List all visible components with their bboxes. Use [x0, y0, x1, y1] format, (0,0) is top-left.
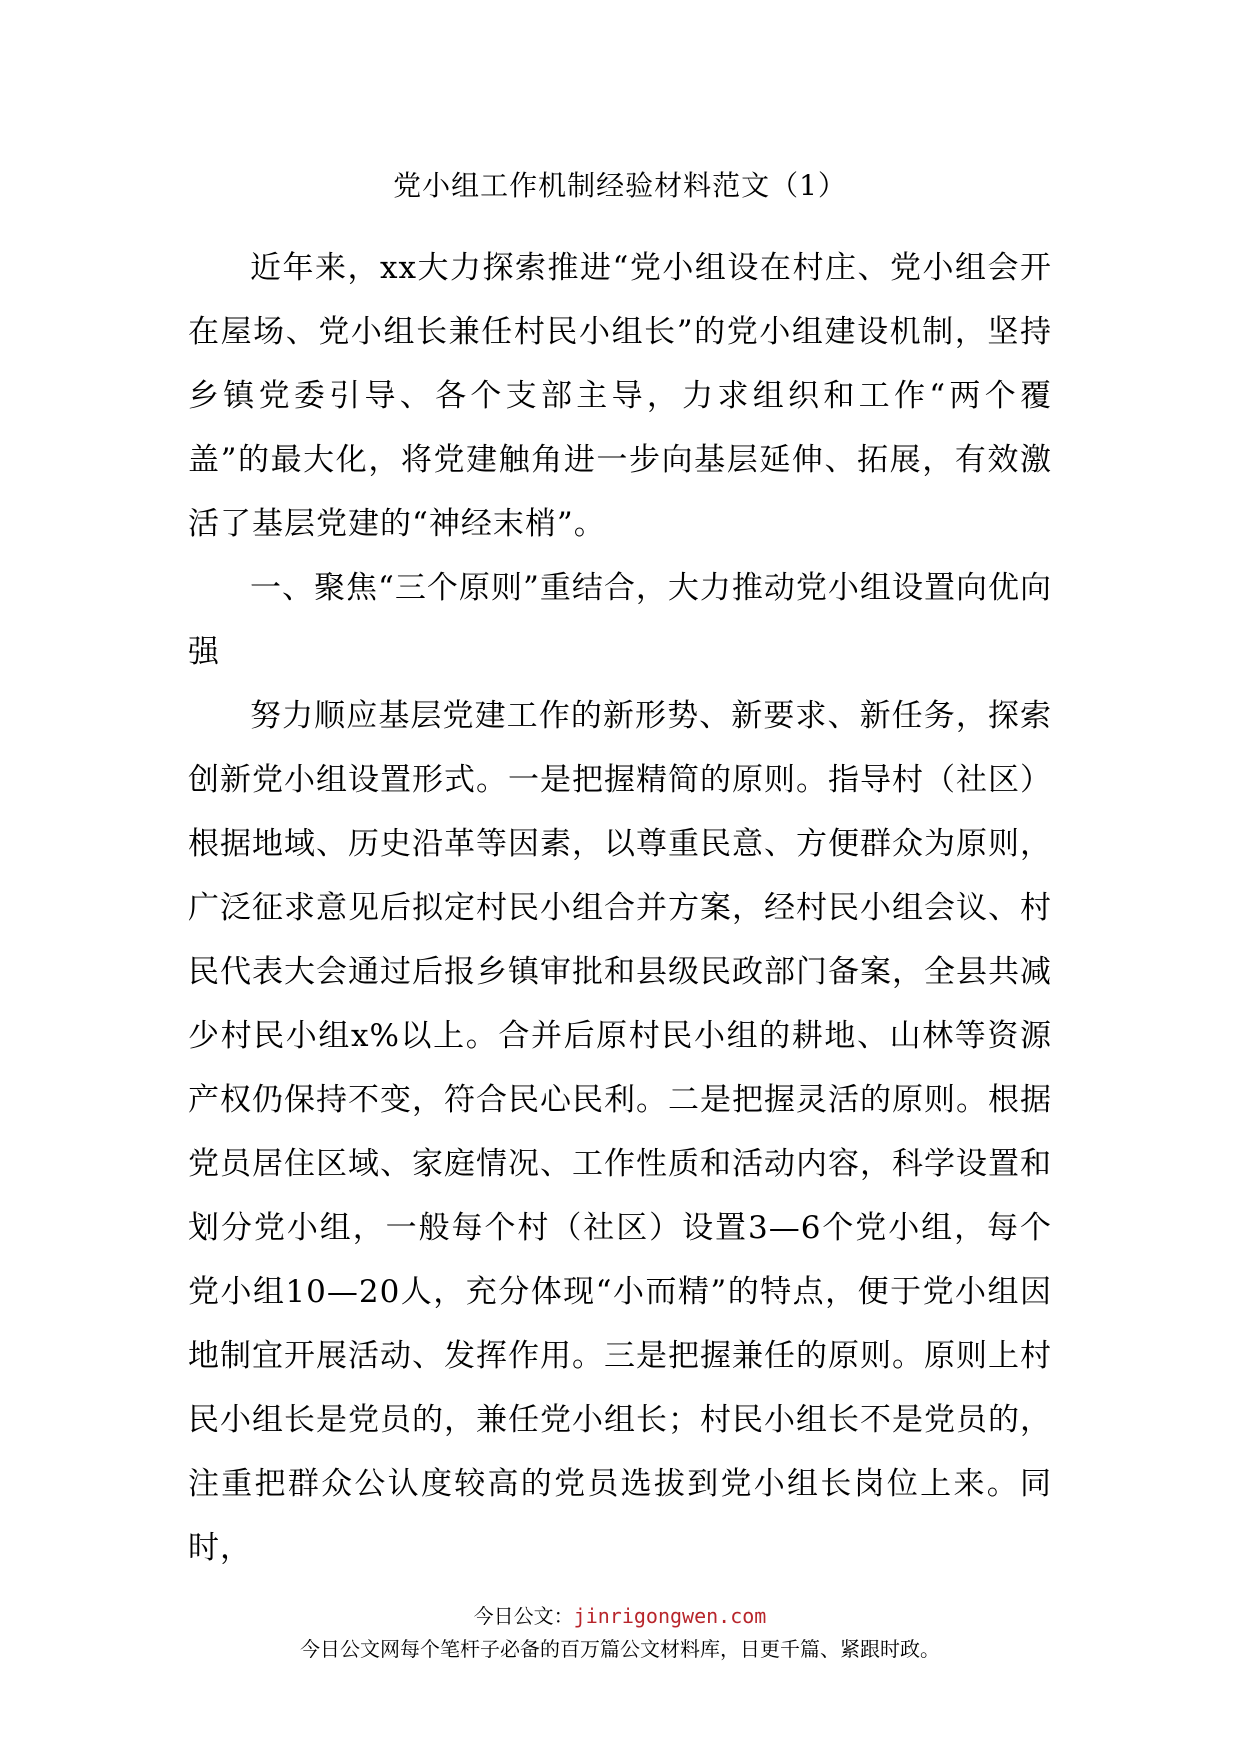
- page-footer: [0, 1600, 1240, 1666]
- footer-site-line: [0, 1600, 1240, 1632]
- footer-site-link[interactable]: jinrigongwen.com: [573, 1604, 767, 1628]
- footer-slogan: 今日公文网每个笔杆子必备的百万篇公文材料库，日更千篇、紧跟时政。: [300, 1637, 940, 1661]
- footer-label: 今日公文：: [473, 1604, 574, 1628]
- paragraph-section-1: 努力顺应基层党建工作的新形势、新要求、新任务，探索创新党小组设置形式。一是把握精简的原则。指导村（社区）根据地域、历史沿革等因素，以尊重民意、方便群众为原则，广泛征求意见后拟定村民小组合并方案，经村民小组会议、村民代表大会通过后报乡镇审批和县级民政部门备案，全县共减少村民小组x%以上。合并后原村民小组的耕地、山林等资源产权仍保持不变，符合民心民利。二是把握灵活的原则。根据党员居住区域、家庭情况、工作性质和活动内容，科学设置和划分党小组，一般每个村（社区）设置3—6个党小组，每个党小组10—20人，充分体现“小而精”的特点，便于党小组因地制宜开展活动、发挥作用。三是把握兼任的原则。原则上村民小组长是党员的，兼任党小组长；村民小组长不是党员的，注重把群众公认度较高的党员选拔到党小组长岗位上来。同时，: [188, 698, 1052, 1566]
- paragraph-intro: 近年来，xx大力探索推进“党小组设在村庄、党小组会开在屋场、党小组长兼任村民小组长”的党小组建设机制，坚持乡镇党委引导、各个支部主导，力求组织和工作“两个覆盖”的最大化，将党建触角进一步向基层延伸、拓展，有效激活了基层党建的“神经末梢”。: [188, 250, 1052, 542]
- document-title: 党小组工作机制经验材料范文（1）: [393, 169, 847, 202]
- section-heading-1: 一、聚焦“三个原则”重结合，大力推动党小组设置向优向强: [188, 570, 1052, 670]
- document-body: [188, 236, 1052, 1580]
